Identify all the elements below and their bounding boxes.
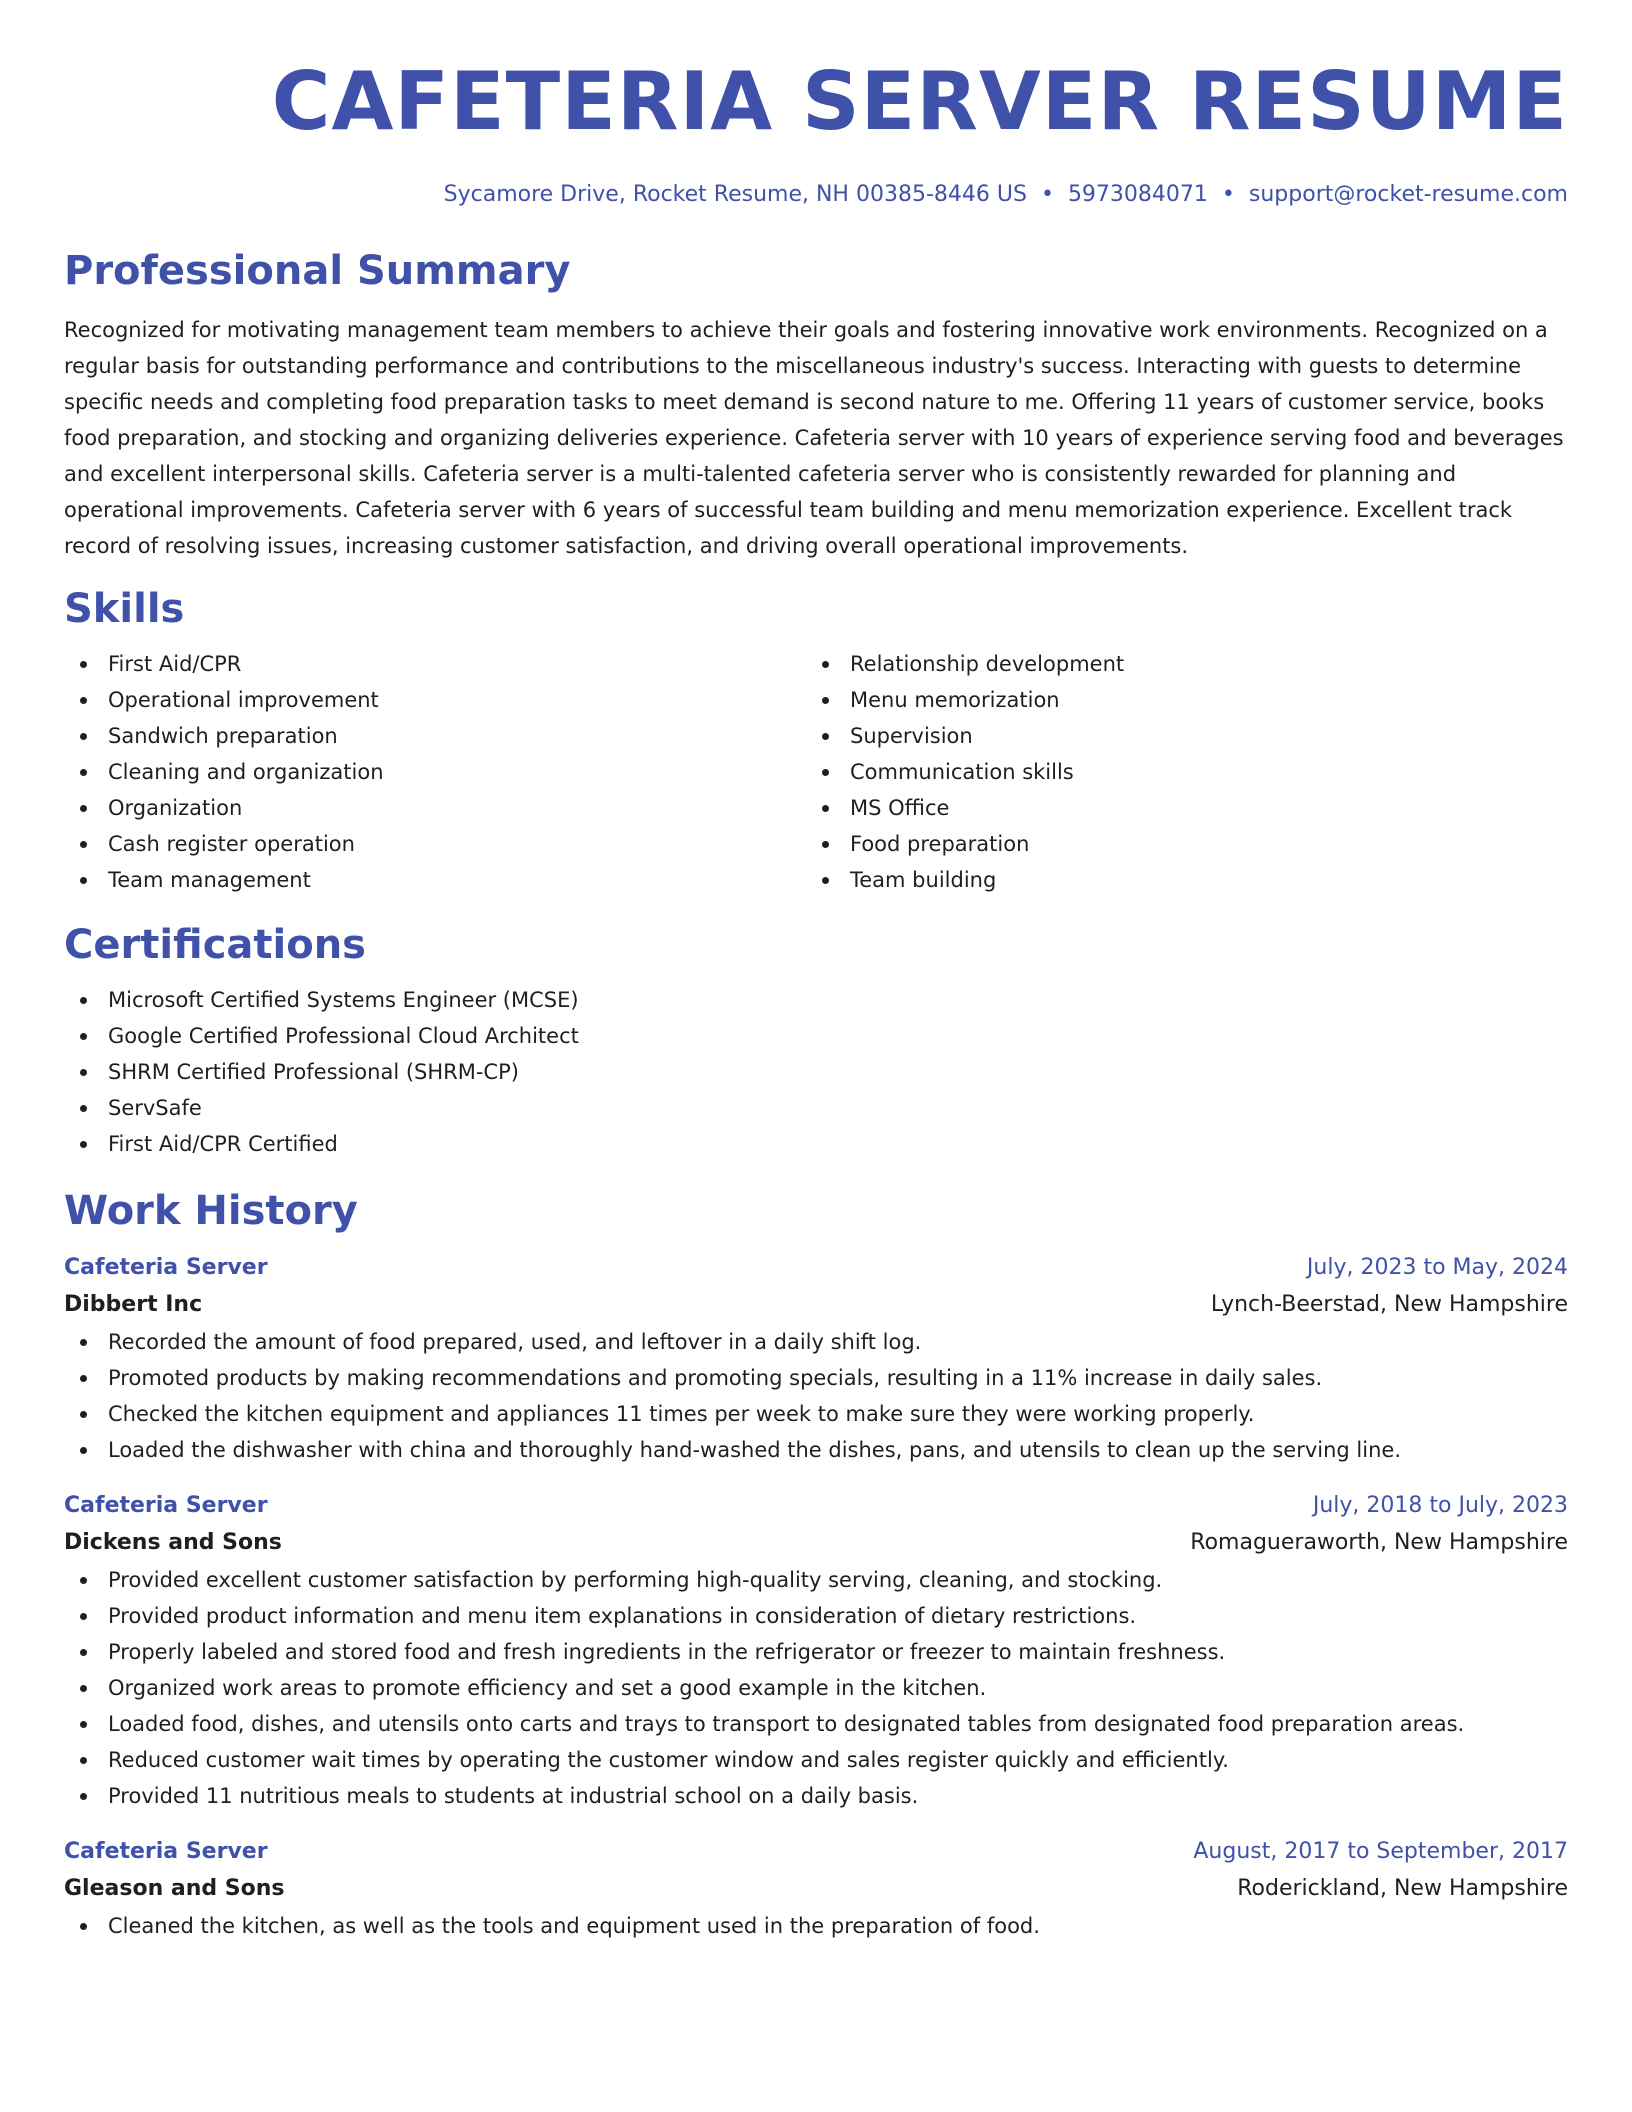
certifications-list bbox=[64, 982, 1568, 1162]
job-entry bbox=[64, 1250, 1568, 1468]
job-company: Dibbert Inc bbox=[64, 1292, 203, 1317]
skill-item: Food preparation bbox=[806, 826, 1548, 862]
contact-address: Sycamore Drive, Rocket Resume, NH 00385-8446 US bbox=[443, 182, 1027, 207]
job-bullet: Reduced customer wait times by operating the customer window and sales register quickly and efficiently. bbox=[64, 1742, 1568, 1778]
job-bullets bbox=[64, 1324, 1568, 1468]
job-header-row bbox=[64, 1834, 1568, 1870]
skill-item: Menu memorization bbox=[806, 682, 1548, 718]
job-header-row bbox=[64, 1488, 1568, 1524]
summary-text: Recognized for motivating management team members to achieve their goals and fostering innovative work environments. Recognized on a regular basis for outstanding performance and contributions to the miscellaneous industry's success. Interacting with guests to determine specific needs and completing food preparation tasks to meet demand is second nature to me. Offering 11 years of customer service, books food preparation, and stocking and organizing deliveries experience. Cafeteria server with 10 years of experience serving food and beverages and excellent interpersonal skills. Cafeteria server is a multi-talented cafeteria server who is consistently rewarded for planning and operational improvements. Cafeteria server with 6 years of successful team building and menu memorization experience. Excellent track record of resolving issues, increasing customer satisfaction, and driving overall operational improvements. bbox=[64, 318, 1564, 558]
job-entry bbox=[64, 1834, 1568, 1944]
work-history-heading: Work History bbox=[64, 1188, 358, 1234]
job-bullet: Properly labeled and stored food and fresh ingredients in the refrigerator or freezer to maintain freshness. bbox=[64, 1634, 1568, 1670]
job-bullet: Cleaned the kitchen, as well as the tools and equipment used in the preparation of food. bbox=[64, 1908, 1568, 1944]
job-company-row bbox=[64, 1524, 1568, 1562]
job-title: Cafeteria Server bbox=[64, 1839, 268, 1864]
skill-item: Sandwich preparation bbox=[64, 718, 806, 754]
certification-item: Google Certified Professional Cloud Architect bbox=[64, 1018, 1568, 1054]
job-title: Cafeteria Server bbox=[64, 1255, 268, 1280]
job-dates: July, 2018 to July, 2023 bbox=[1312, 1493, 1568, 1518]
job-bullet: Organized work areas to promote efficiency and set a good example in the kitchen. bbox=[64, 1670, 1568, 1706]
skills-section bbox=[64, 584, 1568, 898]
contact-phone: 5973084071 bbox=[1067, 182, 1208, 207]
job-bullet: Provided excellent customer satisfaction by performing high-quality serving, cleaning, and stocking. bbox=[64, 1562, 1568, 1598]
skills-grid bbox=[64, 646, 1568, 898]
summary-section bbox=[64, 246, 1568, 564]
job-bullet: Recorded the amount of food prepared, used, and leftover in a daily shift log. bbox=[64, 1324, 1568, 1360]
certification-item: ServSafe bbox=[64, 1090, 1568, 1126]
contact-separator: • bbox=[1040, 182, 1054, 207]
job-bullets bbox=[64, 1562, 1568, 1814]
skill-item: Team management bbox=[64, 862, 806, 898]
job-entry bbox=[64, 1488, 1568, 1814]
skill-item: Communication skills bbox=[806, 754, 1548, 790]
certifications-heading: Certifications bbox=[64, 922, 366, 968]
certification-item: First Aid/CPR Certified bbox=[64, 1126, 1568, 1162]
job-location: Lynch-Beerstad, New Hampshire bbox=[1210, 1292, 1568, 1317]
job-header-row bbox=[64, 1250, 1568, 1286]
job-location: Romagueraworth, New Hampshire bbox=[1190, 1530, 1568, 1555]
job-dates: July, 2023 to May, 2024 bbox=[1306, 1255, 1568, 1280]
job-bullet: Checked the kitchen equipment and appliances 11 times per week to make sure they were working properly. bbox=[64, 1396, 1568, 1432]
resume-title: CAFETERIA SERVER RESUME bbox=[271, 55, 1568, 148]
contact-email[interactable]: support@rocket-resume.com bbox=[1248, 182, 1568, 207]
certifications-section bbox=[64, 920, 1568, 1162]
skill-item: MS Office bbox=[806, 790, 1548, 826]
job-company: Dickens and Sons bbox=[64, 1530, 282, 1555]
job-location: Roderickland, New Hampshire bbox=[1237, 1876, 1568, 1901]
skills-heading: Skills bbox=[64, 586, 185, 632]
skill-item: Cleaning and organization bbox=[64, 754, 806, 790]
skill-item: First Aid/CPR bbox=[64, 646, 806, 682]
job-bullets bbox=[64, 1908, 1568, 1944]
skills-list-right bbox=[806, 646, 1548, 898]
skill-item: Relationship development bbox=[806, 646, 1548, 682]
job-company-row bbox=[64, 1870, 1568, 1908]
skill-item: Supervision bbox=[806, 718, 1548, 754]
skill-item: Cash register operation bbox=[64, 826, 806, 862]
contact-separator: • bbox=[1221, 182, 1235, 207]
skill-item: Organization bbox=[64, 790, 806, 826]
summary-heading: Professional Summary bbox=[64, 248, 571, 294]
job-bullet: Promoted products by making recommendations and promoting specials, resulting in a 11% increase in daily sales. bbox=[64, 1360, 1568, 1396]
job-bullet: Provided 11 nutritious meals to students at industrial school on a daily basis. bbox=[64, 1778, 1568, 1814]
work-history-section bbox=[64, 1186, 1568, 1944]
contact-line bbox=[64, 180, 1568, 210]
skills-list-left bbox=[64, 646, 806, 898]
skill-item: Operational improvement bbox=[64, 682, 806, 718]
job-bullet: Loaded the dishwasher with china and thoroughly hand-washed the dishes, pans, and utensils to clean up the serving line. bbox=[64, 1432, 1568, 1468]
job-company-row bbox=[64, 1286, 1568, 1324]
certification-item: SHRM Certified Professional (SHRM-CP) bbox=[64, 1054, 1568, 1090]
certification-item: Microsoft Certified Systems Engineer (MCSE) bbox=[64, 982, 1568, 1018]
job-dates: August, 2017 to September, 2017 bbox=[1193, 1839, 1568, 1864]
job-bullet: Provided product information and menu item explanations in consideration of dietary restrictions. bbox=[64, 1598, 1568, 1634]
job-title: Cafeteria Server bbox=[64, 1493, 268, 1518]
job-bullet: Loaded food, dishes, and utensils onto carts and trays to transport to designated tables from designated food preparation areas. bbox=[64, 1706, 1568, 1742]
job-company: Gleason and Sons bbox=[64, 1876, 285, 1901]
skill-item: Team building bbox=[806, 862, 1548, 898]
